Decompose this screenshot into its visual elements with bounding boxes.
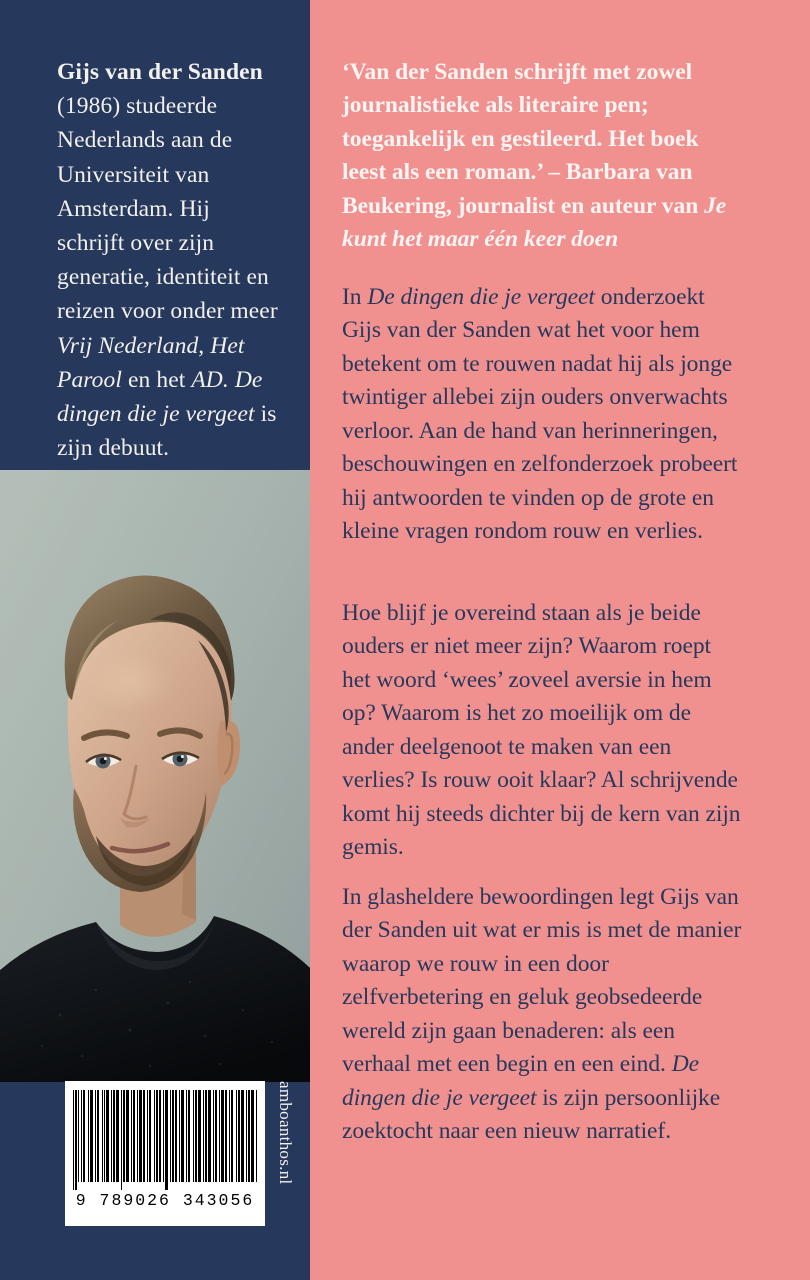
author-bio-italic-2: AD. De dingen die je vergeet (57, 366, 263, 427)
barcode-bars (73, 1090, 257, 1190)
review-blurb-book-title: Je kunt het maar één keer doen (342, 192, 727, 253)
description-paragraph-2: Hoe blijf je overeind staan als je beide ouders er niet meer zijn? Waarom roept het woord ‘wees’ zoveel aversie in hem op? Waarom is het zo moeilijk om de ander deelgenoot te maken van een verlies? Is rouw ooit klaar? Al schrijvende komt hij steeds dichter bij de kern van zijn gemis. (342, 600, 741, 861)
author-bio-italic-1: Vrij Nederland, Het Parool (57, 332, 245, 393)
author-portrait-illustration (0, 470, 310, 1082)
publisher-website[interactable]: amboanthos.nl (276, 1081, 295, 1185)
par3-book-title: De dingen die je vergeet (342, 1051, 700, 1111)
description-paragraph-3 (342, 881, 742, 1149)
author-bio-text-2: en het (122, 366, 192, 393)
review-blurb (342, 56, 742, 257)
author-bio-text-3: is zijn debuut. (57, 400, 277, 462)
author-portrait-photo (0, 470, 310, 1082)
author-bio (57, 55, 282, 465)
review-blurb-text: ‘Van der Sanden schrijft met zowel journalistieke als literaire pen; toegankelijk en gestileerd. Het boek leest als een roman.’ – Barbara van Beukering, journalist en auteur van (342, 59, 705, 219)
par1-text-a: In (342, 284, 368, 310)
par1-text-b: onderzoekt Gijs van der Sanden wat het voor hem betekent om te rouwen nadat hij als jonge twintiger allebei zijn ouders onverwachts verloor. Aan de hand van herinneringen, beschouwingen en zelfonderzoek probeert hij antwoorden te vinden op de grote en kleine vragen rondom rouw en verlies. (342, 284, 738, 545)
par1-book-title: De dingen die je vergeet (367, 284, 595, 310)
description-paragraph-1 (342, 281, 742, 549)
par3-text-b: is zijn persoonlijke zoektocht naar een nieuw narratief. (342, 1084, 721, 1145)
isbn-barcode (65, 1081, 265, 1226)
isbn-number: 9 789026 343056 (75, 1191, 255, 1210)
author-name: Gijs van der Sanden (57, 59, 263, 85)
right-pink-panel (310, 0, 810, 1280)
author-bio-text-1: (1986) studeerde Nederlands aan de Universiteit van Amsterdam. Hij schrijft over zijn generatie, identiteit en reizen voor onder meer (57, 93, 278, 325)
par3-text-a: In glasheldere bewoordingen legt Gijs van der Sanden uit wat er mis is met de manier waarop we rouw in een door zelfverbetering en geluk geobsedeerde wereld zijn gaan benaderen: als een verhaal met een begin en een eind. (342, 884, 742, 1078)
